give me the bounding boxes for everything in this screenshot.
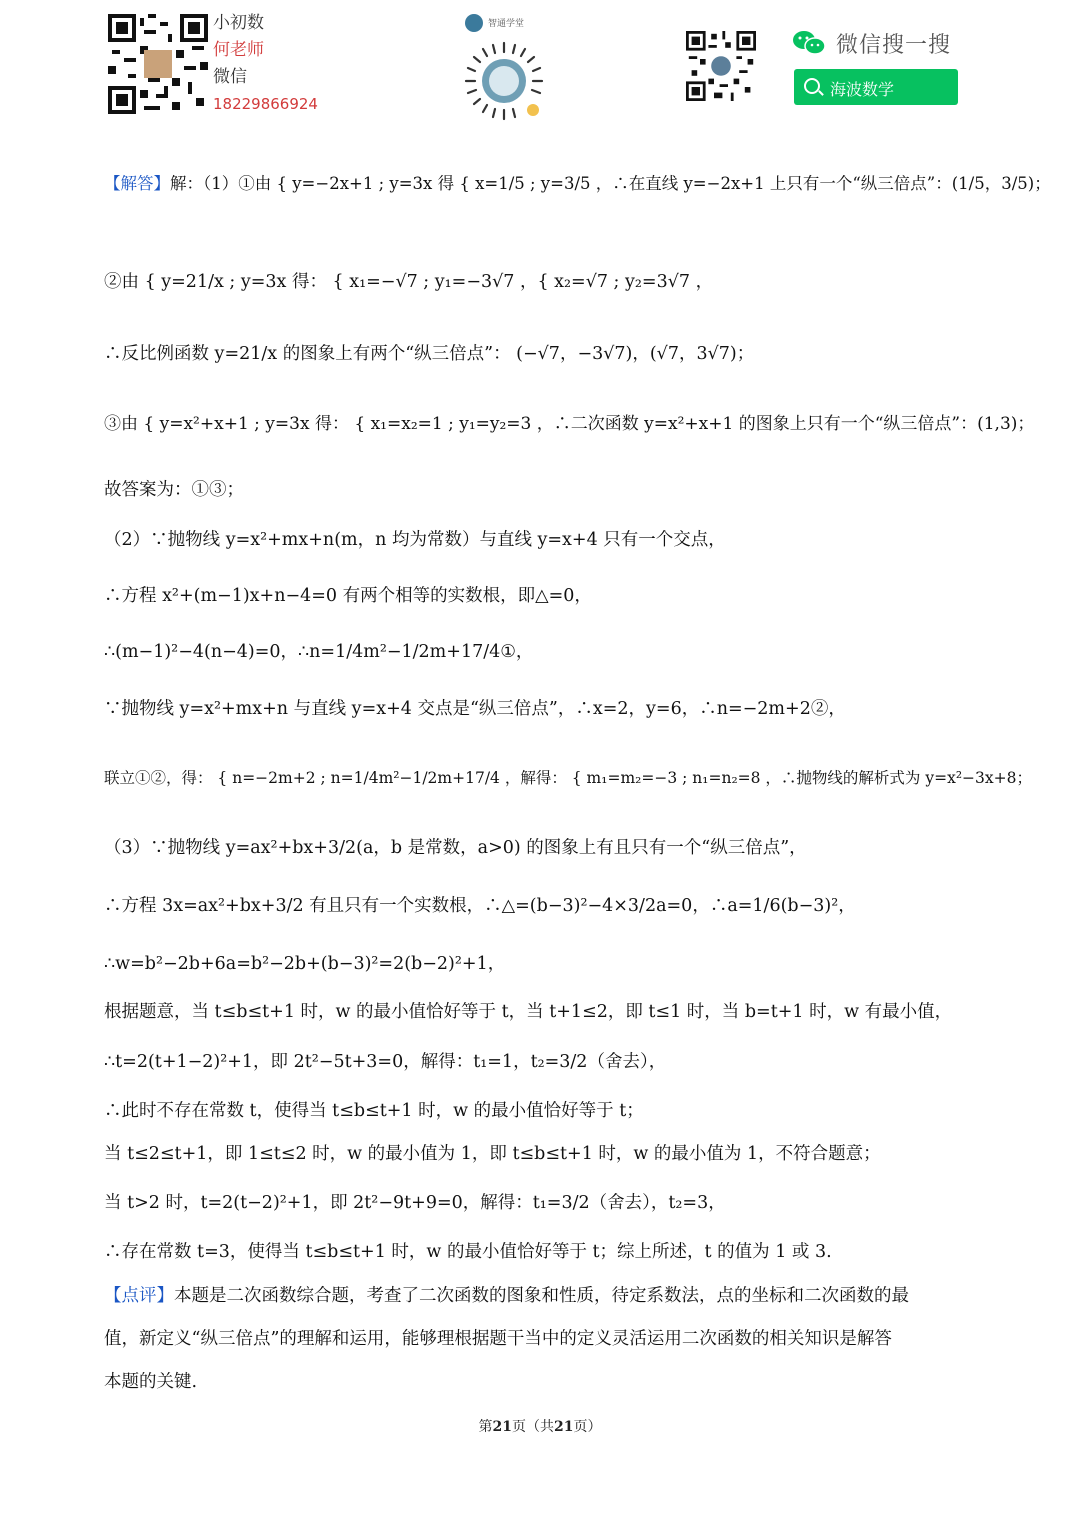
line-06-text: （2）∵抛物线 y=x²+mx+n(m，n 均为常数）与直线 y=x+4 只有一个交点， bbox=[104, 530, 726, 550]
line-15-text: ∴t=2(t+1−2)²+1，即 2t²−5t+3=0，解得：t₁=1，t₂=3/2（舍去）， bbox=[104, 1052, 667, 1072]
line-20 bbox=[104, 1284, 909, 1308]
line-18-text: 当 t>2 时，t=2(t−2)²+1，即 2t²−9t+9=0，解得：t₁=3/2（舍去），t₂=3， bbox=[104, 1193, 726, 1213]
line-05-text: 故答案为：①③； bbox=[104, 480, 244, 500]
line-01 bbox=[104, 172, 1051, 196]
search-icon bbox=[804, 78, 820, 94]
line-14 bbox=[104, 1000, 952, 1024]
contact-line-3: 微信 bbox=[213, 67, 247, 87]
line-06 bbox=[104, 528, 726, 552]
line-13-text: ∴w=b²−2b+6a=b²−2b+(b−3)²=2(b−2)²+1， bbox=[104, 954, 506, 974]
footer-middle: 页（共 bbox=[512, 1419, 554, 1435]
contact-line-1: 小初数 bbox=[213, 13, 264, 33]
line-01-text: 解：（1）①由 { y=−2x+1 ; y=3x 得 { x=1/5 ; y=3/5 ，∴在直线 y=−2x+1 上只有一个“纵三倍点”：(1/5，3/5)； bbox=[170, 174, 1051, 193]
line-16 bbox=[104, 1099, 644, 1123]
line-09-text: ∵抛物线 y=x²+mx+n 与直线 y=x+4 交点是“纵三倍点”，∴x=2，y=6，∴n=−2m+2②， bbox=[104, 699, 846, 719]
line-04-text: ③由 { y=x²+x+1 ; y=3x 得： { x₁=x₂=1 ; y₁=y₂=3 ，∴二次函数 y=x²+x+1 的图象上只有一个“纵三倍点”：(1,3)； bbox=[104, 414, 1035, 434]
page-footer bbox=[0, 1416, 1080, 1436]
line-03-text: ∴反比例函数 y=21/x 的图象上有两个“纵三倍点”： (−√7，−3√7)，(√7，3√7)； bbox=[104, 344, 755, 364]
contact-info bbox=[213, 10, 343, 118]
line-12 bbox=[104, 894, 856, 918]
wechat-search-box[interactable] bbox=[794, 69, 958, 105]
mini-program-code-icon bbox=[463, 40, 545, 122]
line-07-text: ∴方程 x²+(m−1)x+n−4=0 有两个相等的实数根，即△=0， bbox=[104, 586, 592, 606]
contact-phone: 18229866924 bbox=[213, 95, 318, 113]
contact-line-2: 何老师 bbox=[213, 40, 264, 60]
wechat-search-query: 海波数学 bbox=[830, 80, 895, 99]
line-02-text: ②由 { y=21/x ; y=3x 得： { x₁=−√7 ; y₁=−3√7 ，{ x₂=√7 ; y₂=3√7 ， bbox=[104, 272, 714, 292]
line-21-text: 值，新定义“纵三倍点”的理解和运用，能够理根据题干当中的定义灵活运用二次函数的相关知识是解答 bbox=[104, 1329, 892, 1349]
footer-total-pages: 21 bbox=[554, 1419, 574, 1435]
wechat-qr-code[interactable] bbox=[686, 31, 756, 101]
line-10 bbox=[104, 766, 1032, 790]
line-14-text: 根据题意，当 t≤b≤t+1 时，w 的最小值恰好等于 t，当 t+1≤2，即 t≤1 时，当 b=t+1 时，w 有最小值， bbox=[104, 1002, 953, 1022]
wechat-logo-icon bbox=[792, 30, 826, 56]
mini-program-logo-icon bbox=[465, 14, 483, 32]
footer-prefix: 第 bbox=[478, 1419, 493, 1435]
line-19-text: ∴存在常数 t=3，使得当 t≤b≤t+1 时，w 的最小值恰好等于 t；综上所述，t 的值为 1 或 3. bbox=[104, 1242, 832, 1262]
comment-tag: 【点评】 bbox=[104, 1286, 174, 1306]
line-17 bbox=[104, 1142, 881, 1166]
line-11 bbox=[104, 836, 807, 860]
wechat-search-title: 微信搜一搜 bbox=[836, 33, 952, 58]
line-21 bbox=[104, 1327, 892, 1351]
line-22-text: 本题的关键. bbox=[104, 1372, 198, 1392]
line-20-text: 本题是二次函数综合题，考查了二次函数的图象和性质，待定系数法，点的坐标和二次函数的最 bbox=[174, 1286, 909, 1306]
line-08 bbox=[104, 640, 533, 664]
qr-code-icon-2 bbox=[686, 31, 756, 101]
line-10-text: 联立①②，得： { n=−2m+2 ; n=1/4m²−1/2m+17/4 ，解得： { m₁=m₂=−3 ; n₁=n₂=8 ，∴抛物线的解析式为 y=x²−3x+8； bbox=[104, 769, 1032, 787]
line-18 bbox=[104, 1191, 726, 1215]
footer-page-number: 21 bbox=[492, 1419, 512, 1435]
line-13 bbox=[104, 952, 505, 976]
line-12-text: ∴方程 3x=ax²+bx+3/2 有且只有一个实数根，∴△=(b−3)²−4×3/2a=0，∴a=1/6(b−3)²， bbox=[104, 896, 856, 916]
line-16-text: ∴此时不存在常数 t，使得当 t≤b≤t+1 时，w 的最小值恰好等于 t； bbox=[104, 1101, 644, 1121]
line-02 bbox=[104, 270, 713, 294]
line-07 bbox=[104, 584, 592, 608]
line-19 bbox=[104, 1240, 832, 1264]
qr-code-icon bbox=[108, 14, 208, 114]
line-22 bbox=[104, 1370, 197, 1394]
line-05 bbox=[104, 478, 244, 502]
footer-suffix: 页） bbox=[573, 1419, 602, 1435]
line-08-text: ∴(m−1)²−4(n−4)=0，∴n=1/4m²−1/2m+17/4①， bbox=[104, 642, 534, 662]
contact-qr-code[interactable] bbox=[108, 14, 208, 114]
mini-program-name: 智通学堂 bbox=[488, 19, 525, 29]
line-17-text: 当 t≤2≤t+1，即 1≤t≤2 时，w 的最小值为 1，即 t≤b≤t+1 时，w 的最小值为 1，不符合题意； bbox=[104, 1144, 881, 1164]
line-15 bbox=[104, 1050, 666, 1074]
line-04 bbox=[104, 412, 1034, 436]
line-11-text: （3）∵抛物线 y=ax²+bx+3/2(a，b 是常数，a>0) 的图象上有且只有一个“纵三倍点”， bbox=[104, 838, 807, 858]
line-03 bbox=[104, 342, 754, 366]
line-09 bbox=[104, 697, 846, 721]
mini-program-code[interactable] bbox=[463, 40, 545, 122]
answer-tag: 【解答】 bbox=[104, 174, 170, 193]
